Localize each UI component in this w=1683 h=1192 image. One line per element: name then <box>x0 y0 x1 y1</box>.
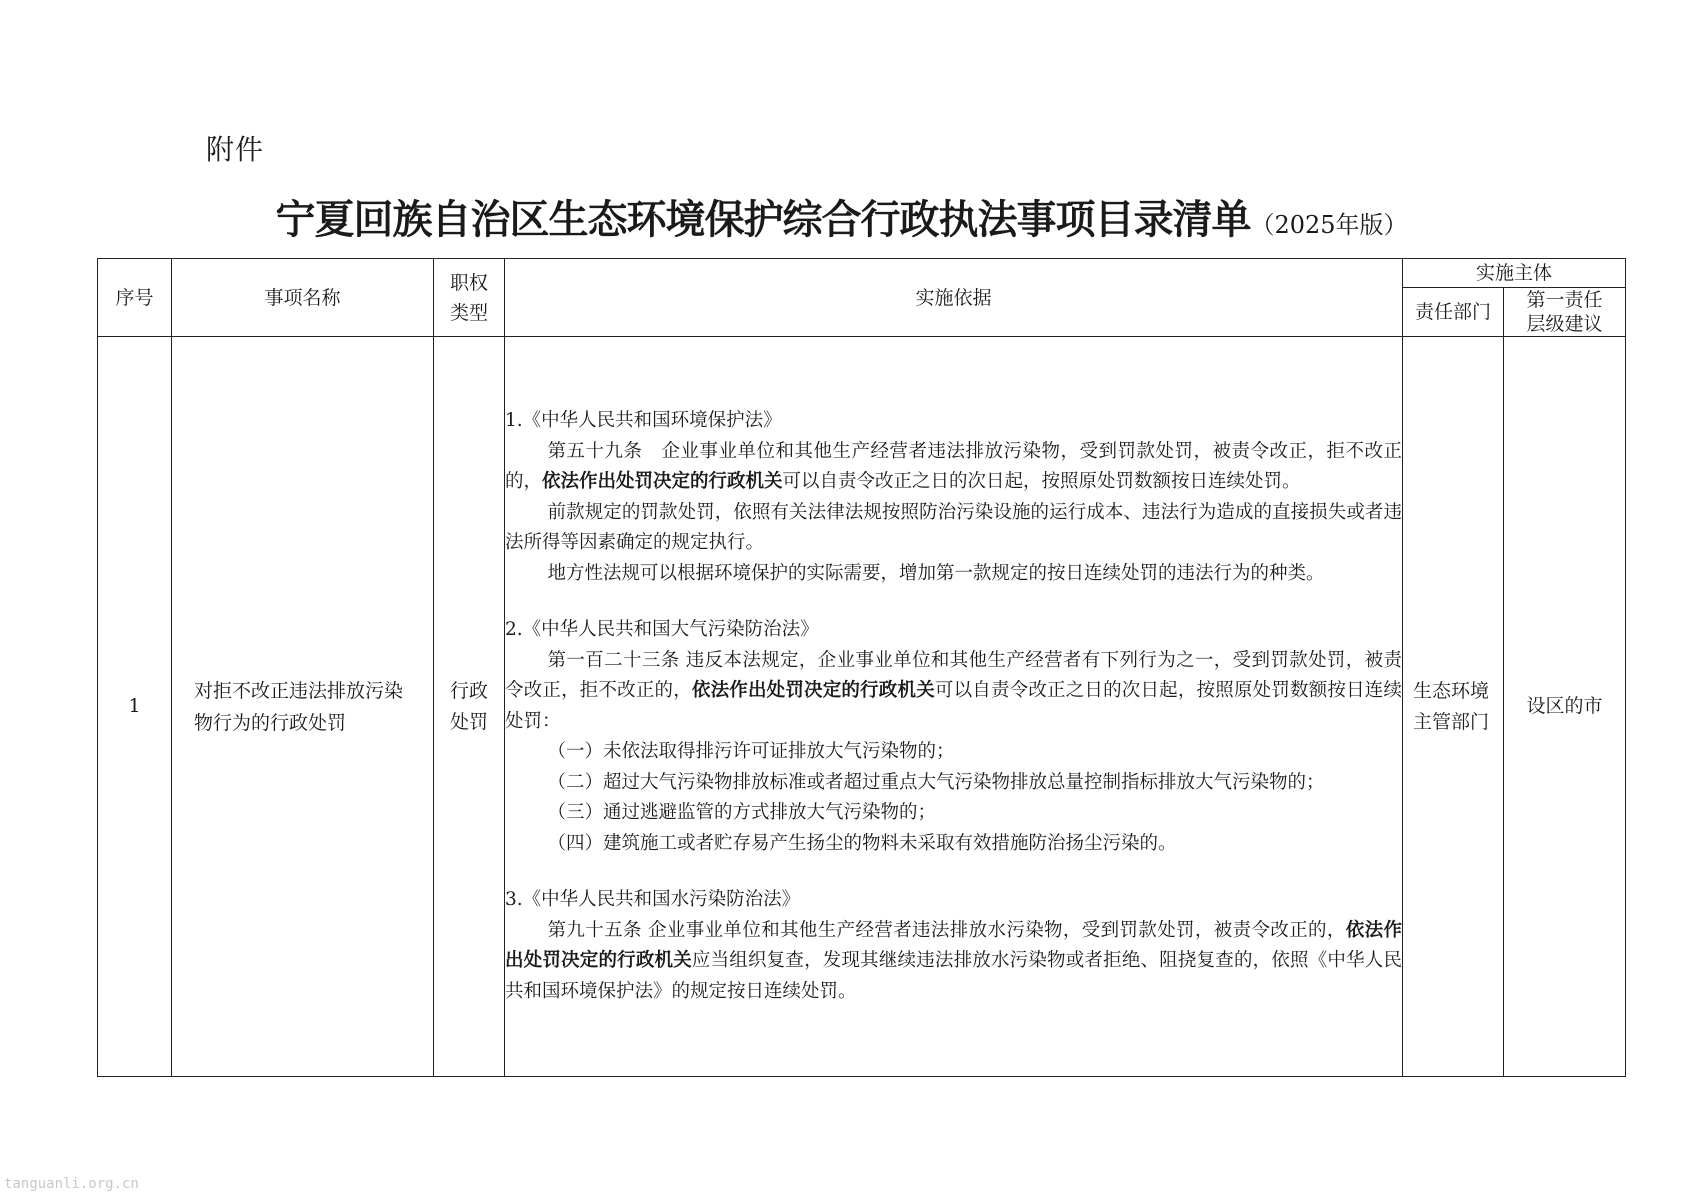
header-row-1 <box>98 259 1626 288</box>
header-subject: 实施主体 <box>1403 259 1626 288</box>
header-type <box>434 259 505 337</box>
law2-item3: （三）通过逃避监管的方式排放大气污染物的； <box>547 802 937 823</box>
title-version: （2025年版） <box>1250 211 1408 239</box>
row-basis <box>505 337 1403 1077</box>
law1-title: 1.《中华人民共和国环境保护法》 <box>505 410 782 431</box>
law1-para3: 地方性法规可以根据环境保护的实际需要，增加第一款规定的按日连续处罚的违法行为的种类。 <box>547 562 1325 584</box>
law3-title: 3.《中华人民共和国水污染防治法》 <box>505 889 801 910</box>
law2-para1-a: 第一百二十三条 违反本法规定，企业事业单位和其他生产经营者有下列行为之一，受到罚款处罚，被责令改正，拒不改正的， <box>505 649 1402 701</box>
row-dept-text: 生态环境主管部门 <box>1413 679 1490 733</box>
row-type-text: 行政处罚 <box>449 679 488 733</box>
law2-para1-b: 可以自责令改正之日的次日起，按照原处罚数额按日连续处罚： <box>505 680 1402 732</box>
header-type-text: 职权类型 <box>449 271 488 324</box>
enforcement-table <box>97 258 1626 1077</box>
header-level <box>1504 288 1626 337</box>
law3-para1 <box>505 916 1402 1008</box>
law1-para1 <box>505 437 1402 498</box>
law2-para1-bold: 依法作出处罚决定的行政机关 <box>691 680 935 701</box>
row-name <box>172 337 434 1077</box>
law1-para1-bold: 依法作出处罚决定的行政机关 <box>542 471 783 492</box>
document-title <box>0 188 1683 245</box>
row-type <box>434 337 505 1077</box>
watermark: tanguanli.org.cn <box>4 1176 139 1192</box>
law3-para1-bold: 依法作出处罚决定的行政机关 <box>505 919 1402 971</box>
row-level: 设区的市 <box>1504 337 1626 1077</box>
attachment-label: 附件 <box>206 133 265 166</box>
row-dept <box>1403 337 1504 1077</box>
row-seq: 1 <box>98 337 172 1077</box>
law3-para1-a: 第九十五条 企业事业单位和其他生产经营者违法排放水污染物，受到罚款处罚，被责令改正的， <box>547 919 1346 941</box>
header-name: 事项名称 <box>172 259 434 337</box>
header-basis: 实施依据 <box>505 259 1403 337</box>
law2-item1: （一）未依法取得排污许可证排放大气污染物的； <box>547 741 955 762</box>
law2-title: 2.《中华人民共和国大气污染防治法》 <box>505 619 819 640</box>
law3-para1-b: 应当组织复查，发现其继续违法排放水污染物或者拒绝、阻挠复查的，依照《中华人民共和国环境保护法》的规定按日连续处罚。 <box>505 950 1402 1002</box>
title-main: 宁夏回族自治区生态环境保护综合行政执法事项目录清单 <box>275 196 1251 243</box>
header-dept: 责任部门 <box>1403 288 1504 337</box>
law2-para1 <box>505 646 1402 738</box>
law1-para2: 前款规定的罚款处罚，依照有关法律法规按照防治污染设施的运行成本、违法行为造成的直接损失或者违法所得等因素确定的规定执行。 <box>505 501 1402 553</box>
table-row <box>98 337 1626 1077</box>
law1-para1-a: 第五十九条 企业事业单位和其他生产经营者违法排放污染物，受到罚款处罚，被责令改正，拒不改正的， <box>505 440 1402 492</box>
law2-item2: （二）超过大气污染物排放标准或者超过重点大气污染物排放总量控制指标排放大气污染物的； <box>547 771 1325 793</box>
header-seq: 序号 <box>98 259 172 337</box>
row-name-text: 对拒不改正违法排放污染物行为的行政处罚 <box>194 679 404 734</box>
header-level-text: 第一责任层级建议 <box>1526 289 1603 335</box>
law2-item4: （四）建筑施工或者贮存易产生扬尘的物料未采取有效措施防治扬尘污染的。 <box>547 832 1177 854</box>
law1-para1-b: 可以自责令改正之日的次日起，按照原处罚数额按日连续处罚。 <box>782 471 1301 492</box>
